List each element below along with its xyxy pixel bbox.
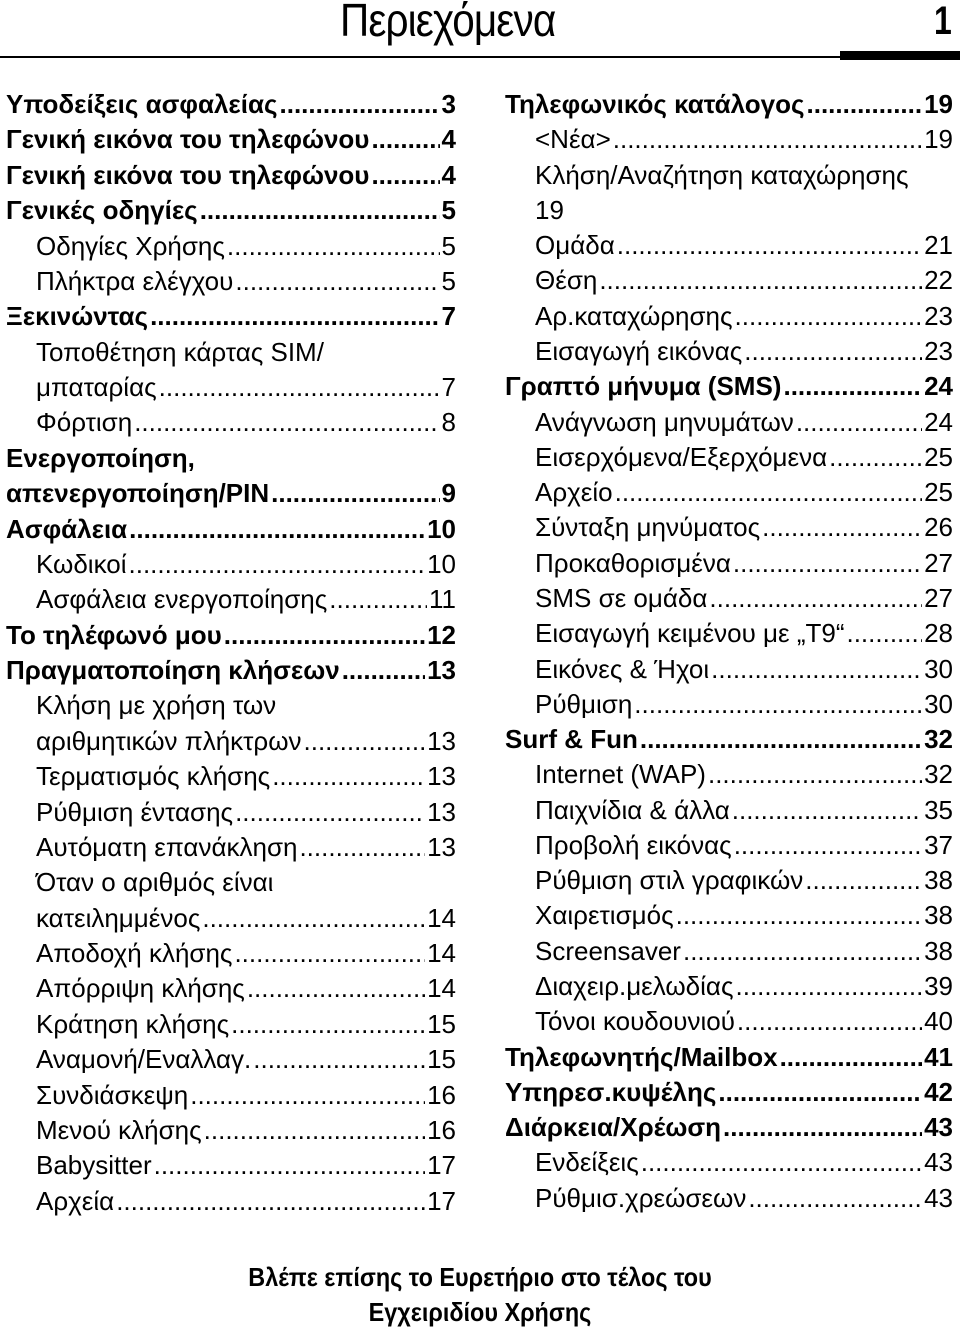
toc-entry-label: Αποδοχή κλήσης xyxy=(36,938,233,968)
toc-entry-page: 11 xyxy=(429,584,456,615)
toc-entry-label: Surf & Fun xyxy=(505,724,638,755)
toc-entry-label: Σύνταξη μηνύματος xyxy=(535,512,761,543)
toc-leader-dots xyxy=(200,193,440,228)
toc-entry-page: 27 xyxy=(924,547,953,578)
toc-entry-label: Συνδιάσκεψη xyxy=(36,1079,189,1110)
toc-leader-dots xyxy=(304,724,426,759)
toc-entry-page: 14 xyxy=(427,973,456,1004)
toc-leader-dots xyxy=(723,1110,922,1145)
toc-entry-page: 5 xyxy=(441,195,456,226)
toc-entry xyxy=(505,369,953,404)
toc-leader-dots xyxy=(247,971,425,1006)
toc-entry xyxy=(505,934,953,969)
toc-entry-label: Εικόνες & Ήχοι xyxy=(535,653,710,684)
toc-entry-label: κατειλημμένος xyxy=(36,902,201,933)
toc-leader-dots xyxy=(342,653,425,688)
toc-entry-page: 13 xyxy=(427,796,456,827)
toc-entry-page: 30 xyxy=(924,653,953,684)
toc-entry-page: 26 xyxy=(924,512,953,543)
toc-entry-page: 13 xyxy=(427,761,456,792)
toc-entry-page: 19 xyxy=(924,124,953,155)
toc-entry xyxy=(505,793,953,828)
toc-entry-page: 32 xyxy=(924,759,953,790)
toc-entry-label: Ρύθμισ.χρεώσεων xyxy=(535,1182,747,1213)
toc-entry-page: 13 xyxy=(427,725,456,756)
toc-leader-dots xyxy=(846,616,922,651)
toc-entry-page: 5 xyxy=(441,230,456,261)
toc-entry-label: μπαταρίας xyxy=(36,372,157,402)
toc-leader-dots xyxy=(762,510,922,545)
toc-leader-dots xyxy=(718,1075,922,1110)
toc-leader-dots xyxy=(227,229,440,264)
toc-entry-label: Αρ.καταχώρησης xyxy=(535,300,733,331)
toc-entry xyxy=(505,87,953,122)
toc-entry xyxy=(6,1148,456,1183)
toc-leader-dots xyxy=(709,581,922,616)
toc-entry-label: Οδηγίες Χρήσης xyxy=(36,230,225,261)
toc-leader-dots xyxy=(617,228,922,263)
toc-entry xyxy=(6,971,456,1006)
toc-entry xyxy=(6,122,456,157)
toc-entry xyxy=(6,1007,456,1042)
index-note-line-2: Εγχειριδίου Χρήσης xyxy=(368,1297,592,1327)
toc-entry-page: 15 xyxy=(427,1008,456,1039)
toc-entry-label: Εισαγωγή εικόνας xyxy=(535,335,743,366)
toc-entry-label: Ασφάλεια xyxy=(6,513,128,544)
header-rule-tab xyxy=(840,51,960,60)
toc-entry-label: Ρύθμιση στιλ γραφικών xyxy=(535,865,804,896)
toc-entry-label: απενεργοποίηση/PIN xyxy=(6,478,270,509)
toc-entry xyxy=(505,1145,953,1180)
toc-entry-page: 14 xyxy=(427,902,456,933)
toc-entry-page: 38 xyxy=(924,935,953,966)
toc-entry xyxy=(6,335,456,370)
toc-entry-label: SMS σε ομάδα xyxy=(535,582,708,613)
toc-entry-page: 24 xyxy=(924,371,953,402)
toc-entry-page: 10 xyxy=(427,513,456,544)
toc-entry-label: Χαιρετισμός xyxy=(535,900,674,931)
toc-entry-page: 25 xyxy=(924,441,953,472)
toc-entry xyxy=(505,652,953,687)
toc-leader-dots xyxy=(202,901,425,936)
toc-leader-dots xyxy=(615,475,922,510)
toc-entry-page: 21 xyxy=(924,230,953,261)
toc-entry xyxy=(505,158,953,193)
toc-entry xyxy=(505,334,953,369)
toc-entry-label: Πραγματοποίηση κλήσεων xyxy=(6,655,340,685)
toc-entry-page: 43 xyxy=(924,1182,953,1213)
toc-entry xyxy=(6,264,456,299)
toc-entry-label: Screensaver xyxy=(535,935,681,966)
toc-entry-label: Αναμονή/Εναλλαγ. xyxy=(36,1044,252,1075)
toc-entry xyxy=(6,795,456,830)
toc-entry-page: 39 xyxy=(924,971,953,1002)
toc-entry-label: Ενεργοποίηση, xyxy=(6,442,195,473)
toc-entry xyxy=(6,618,456,653)
toc-leader-dots xyxy=(734,828,922,863)
toc-entry xyxy=(6,405,456,440)
toc-leader-dots xyxy=(253,1042,425,1077)
toc-entry-page: 37 xyxy=(924,829,953,860)
toc-entry xyxy=(6,547,456,582)
toc-entry-label: Ξεκινώντας xyxy=(6,301,149,332)
toc-entry-label: αριθμητικών πλήκτρων xyxy=(36,725,302,756)
toc-leader-dots xyxy=(150,299,439,334)
toc-entry-label: Τόνοι κουδουνιού xyxy=(535,1006,735,1037)
index-note xyxy=(0,1260,960,1330)
toc-entry-label: Προκαθορισμένα xyxy=(535,547,731,578)
toc-right-column xyxy=(505,87,953,1216)
toc-entry-label: Αρχεία xyxy=(36,1185,115,1216)
toc-entry-label: Ρύθμιση xyxy=(535,688,633,719)
toc-entry-page: 19 xyxy=(924,89,953,119)
toc-entry-label: Διάρκεια/Χρέωση xyxy=(505,1112,722,1143)
toc-entry-label: Αρχείο xyxy=(535,477,613,508)
toc-entry-label: Όταν ο αριθμός είναι xyxy=(36,867,274,898)
toc-leader-dots xyxy=(235,795,425,830)
toc-entry-label: Μενού κλήσης xyxy=(36,1114,202,1145)
toc-leader-dots xyxy=(129,512,425,547)
toc-entry-page: 4 xyxy=(441,159,456,190)
toc-entry-label: Ενδείξεις xyxy=(535,1147,639,1178)
toc-entry xyxy=(505,828,953,863)
toc-leader-dots xyxy=(231,1007,425,1042)
toc-leader-dots xyxy=(733,546,922,581)
toc-leader-dots xyxy=(805,863,922,898)
toc-entry-label: Τηλεφωνητής/Mailbox xyxy=(505,1041,778,1072)
toc-entry xyxy=(505,898,953,933)
toc-leader-dots xyxy=(640,722,922,757)
toc-entry xyxy=(505,722,953,757)
toc-leader-dots xyxy=(807,87,923,122)
toc-entry xyxy=(6,830,456,865)
toc-leader-dots xyxy=(190,1078,425,1113)
header-rule xyxy=(0,56,840,58)
toc-entry-page: 41 xyxy=(924,1041,953,1072)
toc-entry xyxy=(6,759,456,794)
toc-leader-dots xyxy=(711,652,922,687)
toc-entry xyxy=(6,1113,456,1148)
toc-leader-dots xyxy=(683,934,922,969)
toc-entry-page: 16 xyxy=(427,1114,456,1145)
toc-leader-dots xyxy=(134,405,439,440)
toc-entry-label: Γραπτό μήνυμα (SMS) xyxy=(505,371,782,402)
toc-entry xyxy=(6,582,456,617)
toc-entry-label: Ομάδα xyxy=(535,230,615,261)
toc-leader-dots xyxy=(736,969,923,1004)
toc-entry-label: Προβολή εικόνας xyxy=(535,829,732,860)
toc-leader-dots xyxy=(299,830,425,865)
toc-entry xyxy=(6,158,456,193)
toc-entry xyxy=(505,405,953,440)
toc-entry-label: 19 xyxy=(535,194,564,225)
toc-entry-page: 7 xyxy=(441,372,456,402)
toc-entry-label: Τερματισμός κλήσης xyxy=(36,761,271,792)
toc-leader-dots xyxy=(371,158,439,193)
toc-entry-page: 25 xyxy=(924,477,953,508)
toc-entry xyxy=(505,122,953,157)
toc-entry-page: 4 xyxy=(441,124,456,155)
toc-leader-dots xyxy=(829,440,922,475)
toc-entry xyxy=(505,440,953,475)
toc-entry-label: Τηλεφωνικός κατάλογος xyxy=(505,89,805,119)
toc-entry xyxy=(505,1040,953,1075)
toc-leader-dots xyxy=(737,1004,922,1039)
toc-leader-dots xyxy=(280,87,440,122)
toc-entry-page: 35 xyxy=(924,794,953,825)
toc-leader-dots xyxy=(613,122,922,157)
toc-leader-dots xyxy=(735,299,923,334)
toc-entry-page: 5 xyxy=(441,265,456,296)
toc-entry xyxy=(505,687,953,722)
toc-entry-page: 12 xyxy=(427,619,456,650)
toc-entry-page: 7 xyxy=(441,301,456,332)
toc-entry-label: <Νέα> xyxy=(535,124,611,155)
toc-leader-dots xyxy=(129,547,426,582)
toc-entry-page: 38 xyxy=(924,900,953,931)
toc-entry-page: 43 xyxy=(924,1112,953,1143)
toc-entry-label: Γενική εικόνα του τηλεφώνου xyxy=(6,159,370,190)
toc-entry-label: Κλήση με χρήση των xyxy=(36,690,277,721)
toc-entry xyxy=(505,1181,953,1216)
toc-entry xyxy=(505,299,953,334)
toc-leader-dots xyxy=(234,936,425,971)
toc-entry-label: Παιχνίδια & άλλα xyxy=(535,794,730,825)
toc-entry xyxy=(505,1110,953,1145)
toc-entry-page: 15 xyxy=(427,1044,456,1075)
toc-entry xyxy=(6,865,456,900)
toc-entry-label: Ανάγνωση μηνυμάτων xyxy=(535,406,794,437)
toc-leader-dots xyxy=(204,1113,425,1148)
toc-entry-label: Το τηλέφωνό μου xyxy=(6,619,222,650)
toc-leader-dots xyxy=(272,759,425,794)
toc-entry-page: 32 xyxy=(924,724,953,755)
toc-entry-label: Θέση xyxy=(535,265,598,296)
toc-entry-label: Εισαγωγή κειμένου με „T9“ xyxy=(535,618,845,649)
toc-entry-page: 27 xyxy=(924,582,953,613)
index-note-line-1: Βλέπε επίσης το Ευρετήριο στο τέλος του xyxy=(248,1262,712,1292)
toc-entry xyxy=(6,1078,456,1113)
toc-entry xyxy=(505,228,953,263)
toc-leader-dots xyxy=(744,334,922,369)
toc-entry xyxy=(6,512,456,547)
toc-entry xyxy=(505,581,953,616)
toc-entry-label: Αυτόματη επανάκληση xyxy=(36,831,298,862)
toc-leader-dots xyxy=(235,264,439,299)
toc-entry-label: Ασφάλεια ενεργοποίησης xyxy=(36,584,328,615)
toc-entry-page: 23 xyxy=(924,300,953,331)
toc-leader-dots xyxy=(116,1184,425,1219)
toc-entry xyxy=(505,1004,953,1039)
toc-leader-dots xyxy=(780,1040,923,1075)
toc-entry xyxy=(505,757,953,792)
toc-entry-label: Υπηρεσ.κυψέλης xyxy=(505,1076,717,1107)
toc-entry-label: Απόρριψη κλήσης xyxy=(36,973,245,1004)
toc-leader-dots xyxy=(732,793,922,828)
toc-entry-page: 38 xyxy=(924,865,953,896)
toc-entry-page: 17 xyxy=(427,1150,456,1181)
toc-entry-label: Κλήση/Αναζήτηση καταχώρησης xyxy=(535,159,909,190)
toc-left-column xyxy=(6,87,456,1219)
toc-entry-label: Εισερχόμενα/Εξερχόμενα xyxy=(535,441,828,472)
toc-entry-page: 9 xyxy=(441,478,456,509)
page-number: 1 xyxy=(934,0,952,43)
toc-leader-dots xyxy=(159,370,440,405)
toc-entry xyxy=(505,263,953,298)
toc-entry-label: Κράτηση κλήσης xyxy=(36,1008,230,1039)
toc-entry xyxy=(6,1184,456,1219)
toc-entry-page: 10 xyxy=(427,548,456,579)
toc-entry xyxy=(6,193,456,228)
toc-entry xyxy=(505,1075,953,1110)
toc-entry-page: 16 xyxy=(427,1079,456,1110)
toc-entry-page: 28 xyxy=(924,618,953,649)
toc-entry-page: 13 xyxy=(427,831,456,862)
toc-entry-label: Internet (WAP) xyxy=(535,759,706,790)
toc-entry xyxy=(6,936,456,971)
toc-entry-page: 30 xyxy=(924,688,953,719)
toc-entry xyxy=(6,87,456,122)
toc-entry-page: 3 xyxy=(441,89,456,119)
toc-entry-label: Γενικές οδηγίες xyxy=(6,195,198,226)
toc-leader-dots xyxy=(224,618,425,653)
toc-entry xyxy=(6,229,456,264)
toc-leader-dots xyxy=(783,369,922,404)
toc-leader-dots xyxy=(641,1145,922,1180)
toc-entry-page: 24 xyxy=(924,406,953,437)
toc-leader-dots xyxy=(599,263,922,298)
toc-entry-page: 17 xyxy=(427,1185,456,1216)
toc-leader-dots xyxy=(796,405,922,440)
toc-entry-page: 13 xyxy=(427,655,456,685)
toc-entry-page: 40 xyxy=(924,1006,953,1037)
toc-entry xyxy=(6,441,456,476)
page-title: Περιεχόμενα xyxy=(340,0,556,46)
toc-entry-page: 23 xyxy=(924,335,953,366)
toc-leader-dots xyxy=(371,122,439,157)
toc-entry xyxy=(505,510,953,545)
toc-entry-label: Κωδικοί xyxy=(36,548,127,579)
toc-entry xyxy=(505,193,953,228)
toc-entry xyxy=(6,370,456,405)
toc-entry-label: Διαχειρ.μελωδίας xyxy=(535,971,734,1002)
toc-entry-page: 14 xyxy=(427,938,456,968)
toc-leader-dots xyxy=(154,1148,425,1183)
toc-entry xyxy=(505,863,953,898)
toc-leader-dots xyxy=(329,582,427,617)
toc-entry-page: 8 xyxy=(441,407,456,438)
toc-entry-page: 22 xyxy=(924,265,953,296)
toc-entry-page: 43 xyxy=(924,1147,953,1178)
toc-leader-dots xyxy=(634,687,922,722)
toc-entry xyxy=(6,299,456,334)
toc-entry-label: Υποδείξεις ασφαλείας xyxy=(6,89,278,119)
toc-entry-label: Ρύθμιση έντασης xyxy=(36,796,234,827)
toc-entry xyxy=(6,724,456,759)
toc-entry xyxy=(6,476,456,511)
toc-entry xyxy=(505,616,953,651)
toc-entry xyxy=(505,546,953,581)
toc-entry xyxy=(505,969,953,1004)
toc-entry-label: Γενική εικόνα του τηλεφώνου xyxy=(6,124,370,155)
toc-leader-dots xyxy=(676,898,922,933)
toc-entry xyxy=(6,901,456,936)
toc-leader-dots xyxy=(748,1181,922,1216)
toc-entry xyxy=(6,688,456,723)
toc-entry-label: Babysitter xyxy=(36,1150,152,1181)
toc-entry xyxy=(6,1042,456,1077)
toc-leader-dots xyxy=(708,757,922,792)
toc-entry xyxy=(6,653,456,688)
toc-entry-label: Φόρτιση xyxy=(36,407,133,438)
toc-entry-label: Τοποθέτηση κάρτας SIM/ xyxy=(36,336,324,367)
toc-entry-page: 42 xyxy=(924,1076,953,1107)
toc-leader-dots xyxy=(271,476,439,511)
toc-entry xyxy=(505,475,953,510)
toc-entry-label: Πλήκτρα ελέγχου xyxy=(36,265,234,296)
